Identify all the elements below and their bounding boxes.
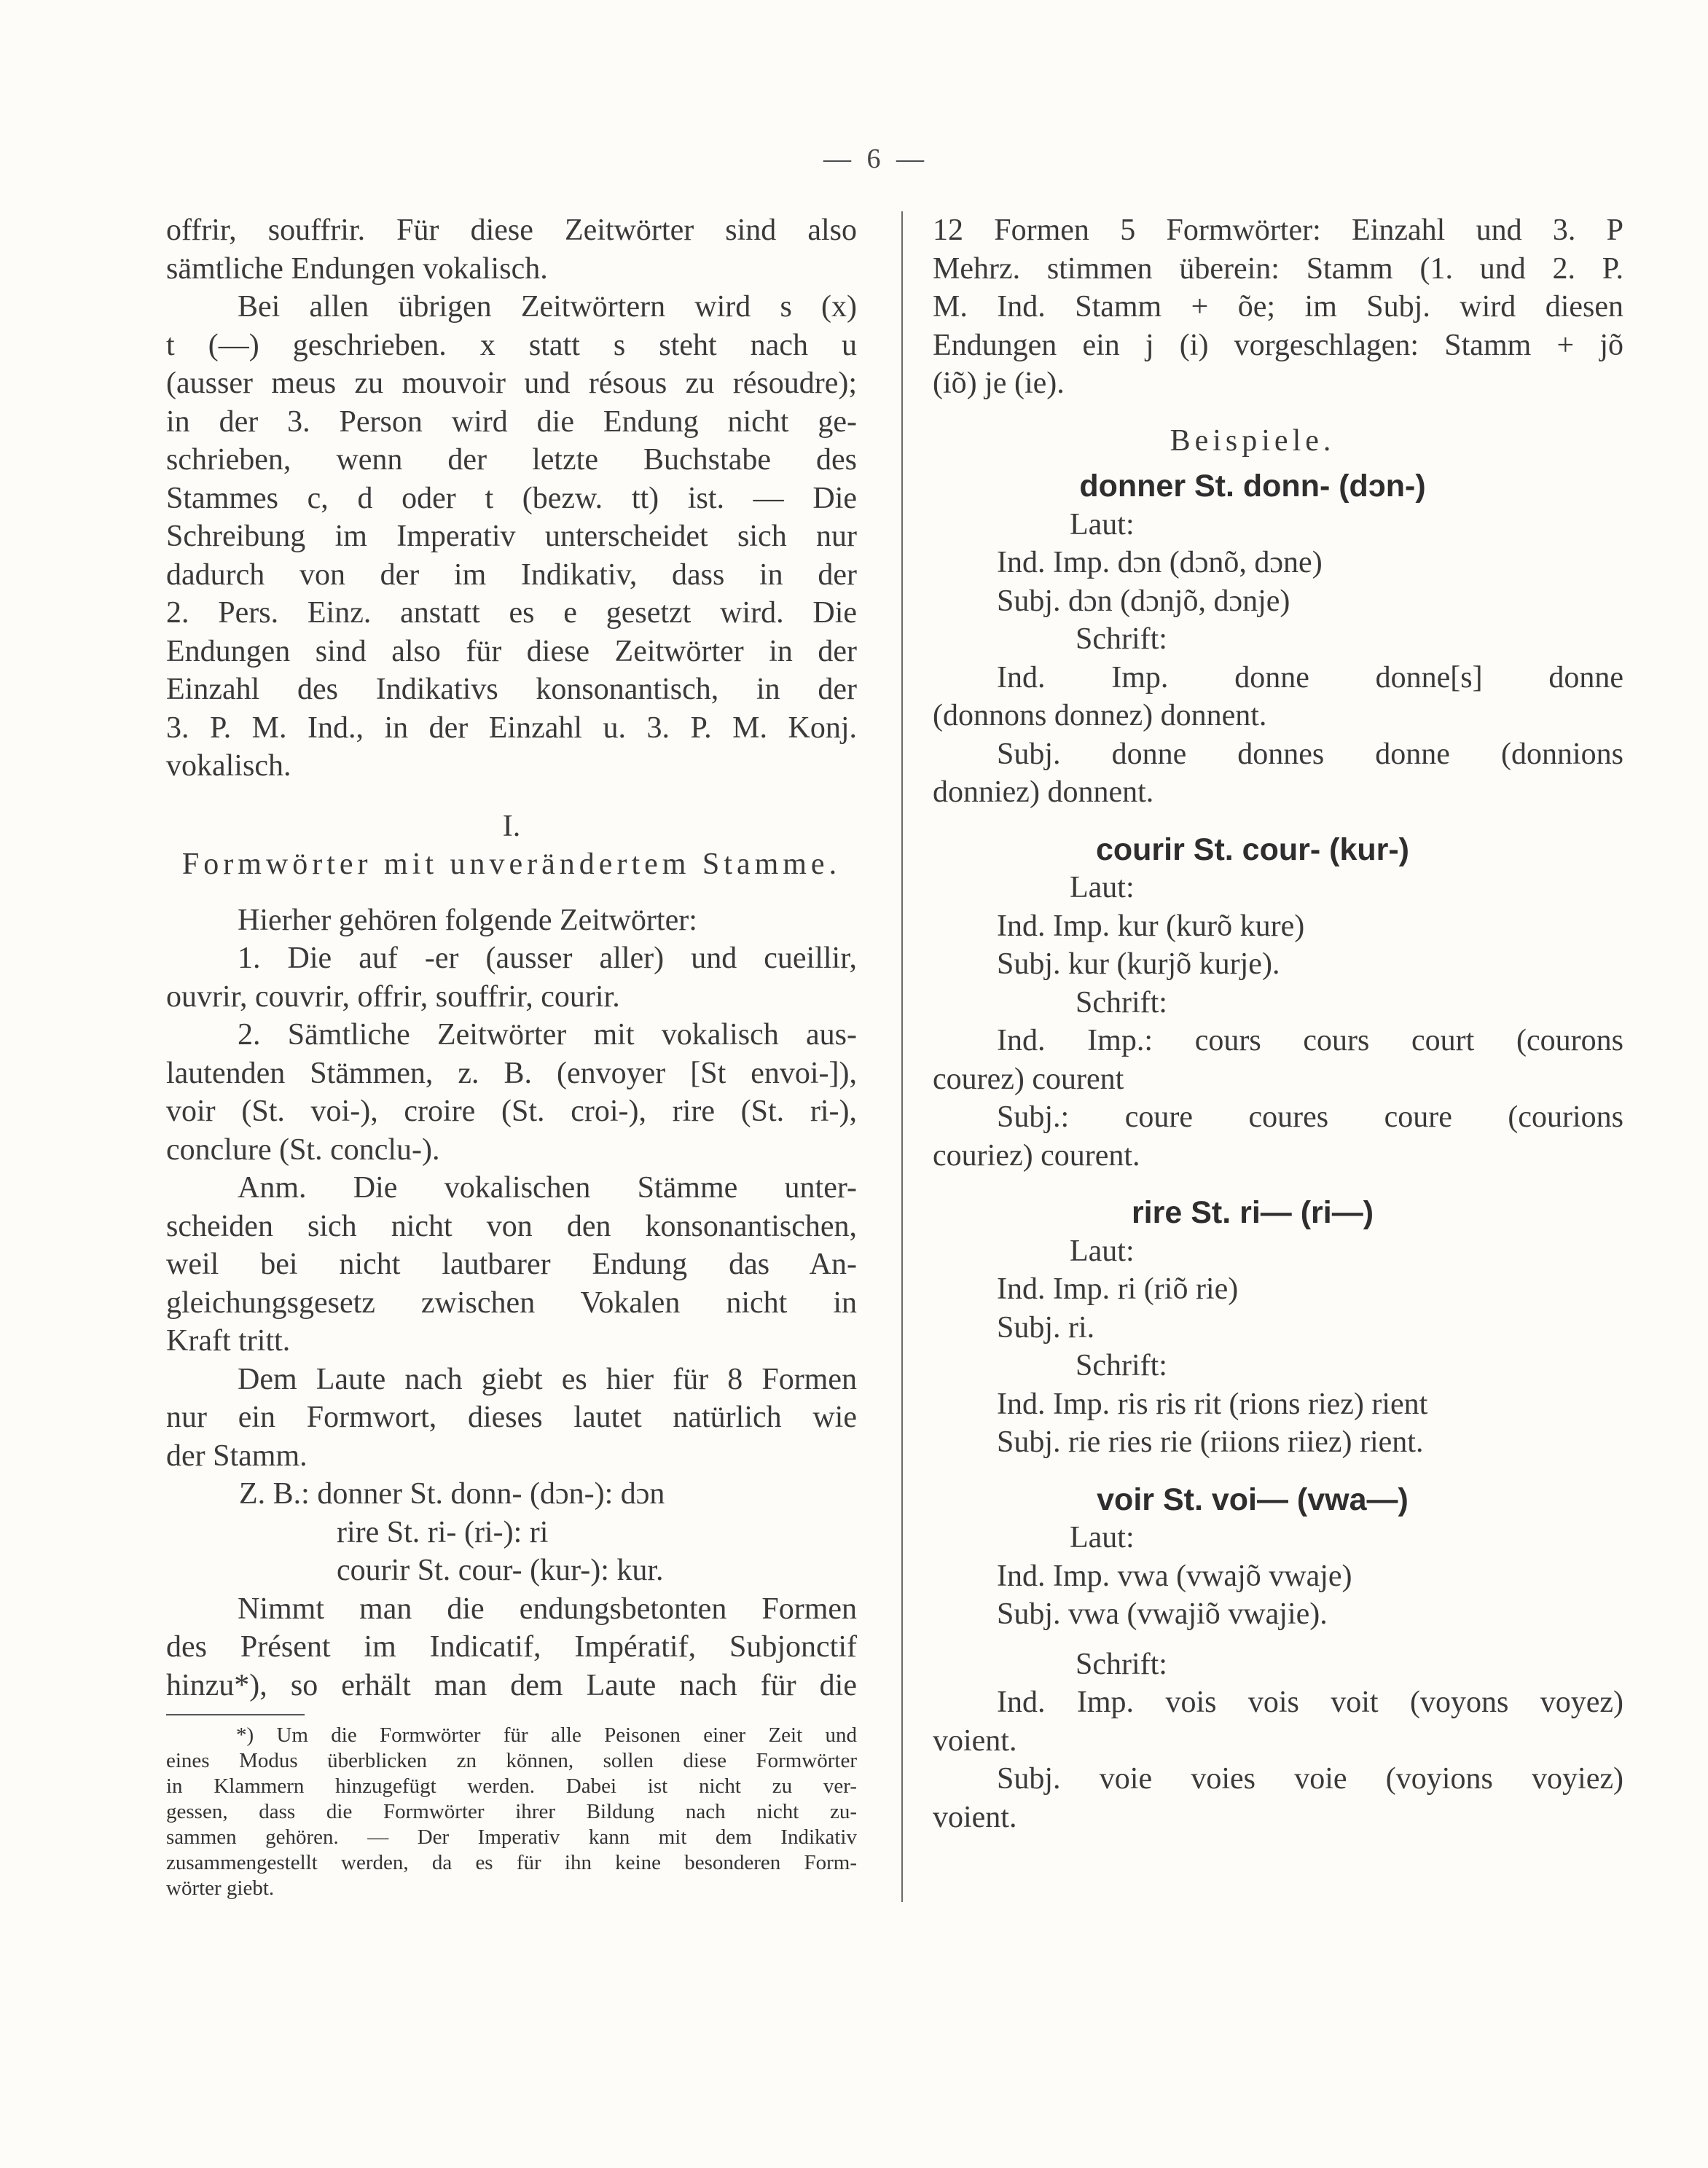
section-heading — [166, 807, 857, 884]
laut-line: Ind. Imp. kur (kurõ kure) — [997, 909, 1305, 943]
left-column — [166, 211, 857, 1705]
footnote-line: in Klammern hinzugefügt werden. Dabei ist nicht zu ver- — [166, 1774, 857, 1798]
schrift-line: Subj. rie ries rie (riions riiez) rient. — [997, 1425, 1424, 1459]
footnote-line: *) Um die Formwörter für alle Peisonen einer Zeit und — [236, 1723, 857, 1747]
text-line: nur ein Formwort, dieses lautet natürlich wie — [166, 1401, 857, 1434]
text-line: 2. Pers. Einz. anstatt es e gesetzt wird. Die — [166, 596, 857, 630]
footnote-line: eines Modus überblicken zn können, sollen diese Formwörter — [166, 1749, 857, 1772]
text-line: scheiden sich nicht von den konsonantischen, — [166, 1209, 857, 1243]
text-line: der Stamm. — [166, 1439, 307, 1473]
paragraph-1 — [166, 211, 857, 288]
text-line: dadurch von der im Indikativ, dass in der — [166, 557, 857, 592]
page-number: — 6 — — [823, 144, 928, 174]
text-line: M. Ind. Stamm + õe; im Subj. wird diesen — [933, 290, 1623, 324]
footnote-line: gessen, dass die Formwörter ihrer Bildung nach nicht zu- — [166, 1800, 857, 1823]
text-line: Schreibung im Imperativ unterscheidet sich nur — [166, 520, 857, 553]
text-line: Bei allen übrigen Zeitwörtern wird s (x) — [238, 290, 857, 324]
text-line: schrieben, wenn der letzte Buchstabe des — [166, 443, 857, 477]
text-line: (ausser meus zu mouvoir und résous zu résoudre); — [166, 367, 857, 400]
schrift-line: Subj. donne donnes donne (donnions — [997, 737, 1623, 771]
examples-heading: Beispiele. — [1170, 423, 1336, 458]
text-line: Endungen sind also für diese Zeitwörter in der — [166, 634, 857, 668]
text-line: voir (St. voi-), croire (St. croi-), rire (St. ri-), — [166, 1095, 857, 1128]
footnote — [166, 1723, 857, 1901]
text-line: Nimmt man die endungsbetonten Formen — [238, 1592, 857, 1626]
text-line: Stammes c, d oder t (bezw. tt) ist. — Die — [166, 481, 857, 515]
intro-paragraph — [933, 211, 1623, 403]
example-heading: courir St. cour- (kur-) — [1095, 831, 1410, 867]
schrift-line: Ind. Imp.: cours cours court (courons — [997, 1024, 1623, 1057]
text-line: 3. P. M. Ind., in der Einzahl u. 3. P. M. Konj. — [166, 711, 857, 745]
schrift-label: Schrift: — [1076, 1647, 1167, 1681]
section-title: Formwörter mit unverändertem Stamme. — [181, 848, 842, 881]
text-line: ouvrir, couvrir, offrir, souffrir, courir. — [166, 979, 620, 1014]
laut-label: Laut: — [1070, 507, 1135, 541]
text-line: (iõ) je (ie). — [933, 367, 1065, 400]
text-line: Hierher gehören folgende Zeitwörter: — [238, 903, 697, 937]
text-line: 1. Die auf -er (ausser aller) und cueillir, — [238, 942, 857, 975]
footnote-line: wörter giebt. — [166, 1877, 275, 1900]
laut-line: Subj. kur (kurjõ kurje). — [997, 947, 1280, 981]
schrift-line: Ind. Imp. vois vois voit (voyons voyez) — [997, 1686, 1623, 1719]
text-line: gleichungsgesetz zwischen Vokalen nicht in — [166, 1285, 857, 1320]
footnote-line: zusammengestellt werden, da es für ihn keine besonderen Form- — [166, 1851, 857, 1874]
example-list — [166, 1475, 857, 1590]
text-line: Z. B.: donner St. donn- (dɔn-): dɔn — [239, 1477, 665, 1511]
text-line: vokalisch. — [166, 749, 291, 783]
laut-label: Laut: — [1070, 871, 1135, 904]
column-divider — [901, 211, 903, 1902]
text-line: lautenden Stämmen, z. B. (envoyer [St envoi-]), — [166, 1056, 857, 1090]
text-line: des Présent im Indicatif, Impératif, Subjonctif — [166, 1630, 857, 1664]
text-line: t (—) geschrieben. x statt s steht nach u — [166, 328, 857, 362]
right-column — [933, 211, 1623, 1836]
list-item-1 — [166, 939, 857, 1016]
text-line: sämtliche Endungen vokalisch. — [166, 251, 548, 286]
laut-line: Subj. ri. — [997, 1310, 1095, 1345]
schrift-line: Subj. voie voies voie (voyions voyiez) — [997, 1762, 1623, 1796]
schrift-label: Schrift: — [1076, 985, 1167, 1020]
paragraph-3 — [166, 901, 857, 940]
schrift-line: Ind. Imp. donne donne[s] donne — [997, 660, 1623, 694]
paragraph-4 — [166, 1361, 857, 1476]
laut-line: Subj. dɔn (dɔnjõ, dɔnje) — [997, 584, 1290, 618]
laut-line: Ind. Imp. dɔn (dɔnõ, dɔne) — [997, 546, 1323, 579]
example-courir — [933, 831, 1623, 1175]
text-line: Einzahl des Indikativs konsonantisch, in der — [166, 673, 857, 706]
text-line: Endungen ein j (i) vorgeschlagen: Stamm + jõ — [933, 328, 1623, 362]
text-line: Mehrz. stimmen überein: Stamm (1. und 2. P. — [933, 251, 1623, 286]
annotation-paragraph — [166, 1169, 857, 1361]
schrift-line: Subj.: coure coures coure (courions — [997, 1100, 1623, 1134]
schrift-label: Schrift: — [1076, 622, 1167, 656]
schrift-line: donniez) donnent. — [933, 775, 1154, 809]
laut-line: Subj. vwa (vwajiõ vwajie). — [997, 1597, 1328, 1631]
text-line: in der 3. Person wird die Endung nicht ge- — [166, 404, 857, 439]
paragraph-5 — [166, 1590, 857, 1705]
schrift-line: voient. — [933, 1723, 1017, 1758]
text-line: rire St. ri- (ri-): ri — [337, 1515, 549, 1549]
example-heading: rire St. ri— (ri—) — [1131, 1195, 1374, 1230]
schrift-line: Ind. Imp. ris ris rit (rions riez) rient — [997, 1387, 1428, 1421]
text-line: offrir, souffrir. Für diese Zeitwörter sind also — [166, 214, 857, 247]
example-heading: donner St. donn- (dɔn-) — [1079, 469, 1426, 504]
list-item-2 — [166, 1016, 857, 1169]
text-line: 12 Formen 5 Formwörter: Einzahl und 3. P — [933, 214, 1623, 247]
text-line: Anm. Die vokalischen Stämme unter- — [238, 1171, 857, 1205]
example-heading: voir St. voi— (vwa—) — [1097, 1482, 1409, 1517]
paragraph-2 — [166, 288, 857, 786]
example-donner — [933, 467, 1623, 812]
schrift-label: Schrift: — [1076, 1349, 1167, 1382]
text-line: conclure (St. conclu-). — [166, 1132, 440, 1167]
text-line: 2. Sämtliche Zeitwörter mit vokalisch aus- — [238, 1018, 857, 1052]
text-line: Kraft tritt. — [166, 1324, 291, 1358]
schrift-line: (donnons donnez) donnent. — [933, 699, 1267, 732]
laut-line: Ind. Imp. ri (riõ rie) — [997, 1272, 1239, 1306]
text-line: Dem Laute nach giebt es hier für 8 Formen — [238, 1362, 857, 1396]
schrift-line: couriez) courent. — [933, 1138, 1140, 1173]
footnote-rule — [166, 1714, 305, 1715]
section-number: I. — [502, 809, 521, 843]
laut-label: Laut: — [1070, 1234, 1135, 1268]
schrift-line: courez) courent — [933, 1062, 1124, 1096]
example-rire — [933, 1194, 1623, 1462]
footnote-line: sammen gehören. — Der Imperativ kann mit dem Indikativ — [166, 1825, 857, 1849]
schrift-line: voient. — [933, 1800, 1017, 1834]
text-line: weil bei nicht lautbarer Endung das An- — [166, 1248, 857, 1281]
text-line: courir St. cour- (kur-): kur. — [337, 1554, 664, 1587]
example-voir — [933, 1481, 1623, 1837]
laut-label: Laut: — [1070, 1521, 1135, 1554]
text-line: hinzu*), so erhält man dem Laute nach für die — [166, 1668, 857, 1702]
laut-line: Ind. Imp. vwa (vwajõ vwaje) — [997, 1559, 1352, 1593]
